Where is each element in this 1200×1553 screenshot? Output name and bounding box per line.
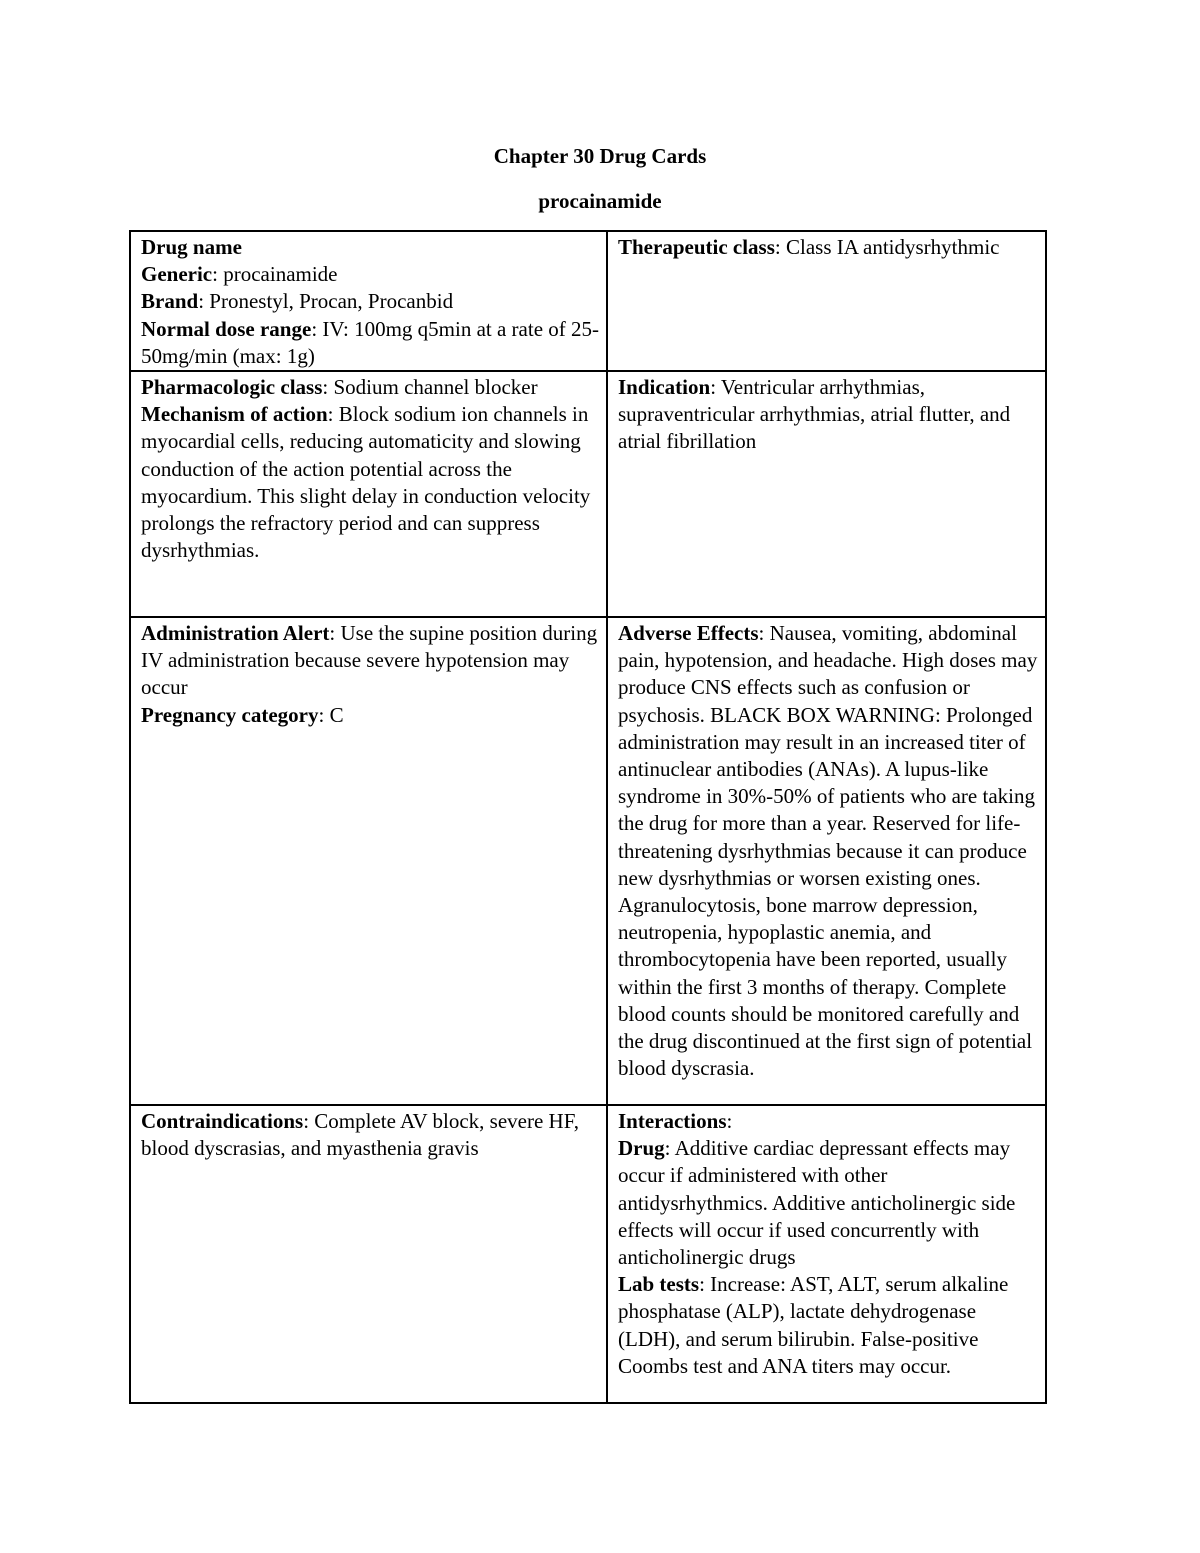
table-row <box>130 371 1046 617</box>
interactions-colon: : <box>726 1109 733 1134</box>
indication-cell <box>607 371 1046 617</box>
generic-value: : procainamide <box>212 262 338 287</box>
table-row <box>130 617 1046 1105</box>
contraindications-cell <box>130 1105 607 1403</box>
generic-label: Generic <box>141 262 213 287</box>
dose-value: : IV: 100mg q5min at a rate of 25-50mg/min (max: 1g) <box>141 316 600 368</box>
brand-label: Brand <box>141 289 199 314</box>
indication-label: Indication <box>618 375 711 400</box>
drug-name-header: Drug name <box>141 235 242 259</box>
pharm-class-label: Pharmacologic class <box>141 375 323 400</box>
drug-subtitle: procainamide <box>538 189 662 213</box>
pregnancy-label: Pregnancy category <box>141 702 319 727</box>
lab-tests-label: Lab tests <box>618 1272 700 1297</box>
indication-value: : Ventricular arrhythmias, supraventricular arrhythmias, atrial flutter, and atrial fibrillation <box>618 375 1011 454</box>
therapeutic-class-cell <box>607 231 1046 371</box>
dose-label: Normal dose range <box>141 316 312 341</box>
table-row <box>130 1105 1046 1403</box>
therapeutic-value: : Class IA antidysrhythmic <box>774 235 1000 259</box>
pregnancy-value: : C <box>318 702 344 727</box>
contraindications-value: : Complete AV block, severe HF, blood dyscrasias, and myasthenia gravis <box>141 1109 579 1161</box>
page-title: Chapter 30 Drug Cards <box>493 144 707 168</box>
admin-alert-label: Administration Alert <box>141 621 330 646</box>
drug-interaction-label: Drug <box>618 1136 665 1161</box>
admin-alert-value: : Use the supine position during IV administration because severe hypotension may occur <box>141 621 598 700</box>
brand-value: : Pronestyl, Procan, Procanbid <box>198 289 454 314</box>
adverse-effects-label: Adverse Effects <box>618 621 759 646</box>
mechanism-label: Mechanism of action <box>141 402 328 427</box>
contraindications-label: Contraindications <box>141 1109 304 1134</box>
therapeutic-label: Therapeutic class <box>618 235 775 259</box>
interactions-cell <box>607 1105 1046 1403</box>
drug-interaction-value: : Additive cardiac depressant effects may occur if administered with other antidysrhythmics. Additive anticholinergic side effects will occur if used concurrently with anticholinergic drugs <box>618 1136 1016 1270</box>
lab-tests-value: : Increase: AST, ALT, serum alkaline phosphatase (ALP), lactate dehydrogenase (LDH), and serum bilirubin. False-positive Coombs test and ANA titers may occur. <box>618 1272 1009 1378</box>
administration-cell <box>130 617 607 1105</box>
pharm-class-value: : Sodium channel blocker <box>322 375 538 400</box>
drug-name-cell <box>130 231 607 371</box>
drug-card-table <box>129 230 1047 1404</box>
mechanism-value: : Block sodium ion channels in myocardial cells, reducing automaticity and slowing conduction of the action potential across the myocardium. This slight delay in conduction velocity prolongs the refractory period and can suppress dysrhythmias. <box>141 402 591 563</box>
adverse-effects-value: : Nausea, vomiting, abdominal pain, hypotension, and headache. High doses may produce CNS effects such as confusion or psychosis. BLACK BOX WARNING: Prolonged administration may result in an increased titer of antinuclear antibodies (ANAs). A lupus-like syndrome in 30%-50% of patients who are taking the drug for more than a year. Reserved for life-threatening dysrhythmias because it can produce new dysrhythmias or worsen existing ones. Agranulocytosis, bone marrow depression, neutropenia, hypoplastic anemia, and thrombocytopenia have been reported, usually within the first 3 months of therapy. Complete blood counts should be monitored carefully and the drug discontinued at the first sign of potential blood dyscrasia. <box>618 621 1038 1081</box>
table-row <box>130 231 1046 371</box>
interactions-label: Interactions <box>618 1109 727 1134</box>
adverse-effects-cell <box>607 617 1046 1105</box>
pharmacology-cell <box>130 371 607 617</box>
